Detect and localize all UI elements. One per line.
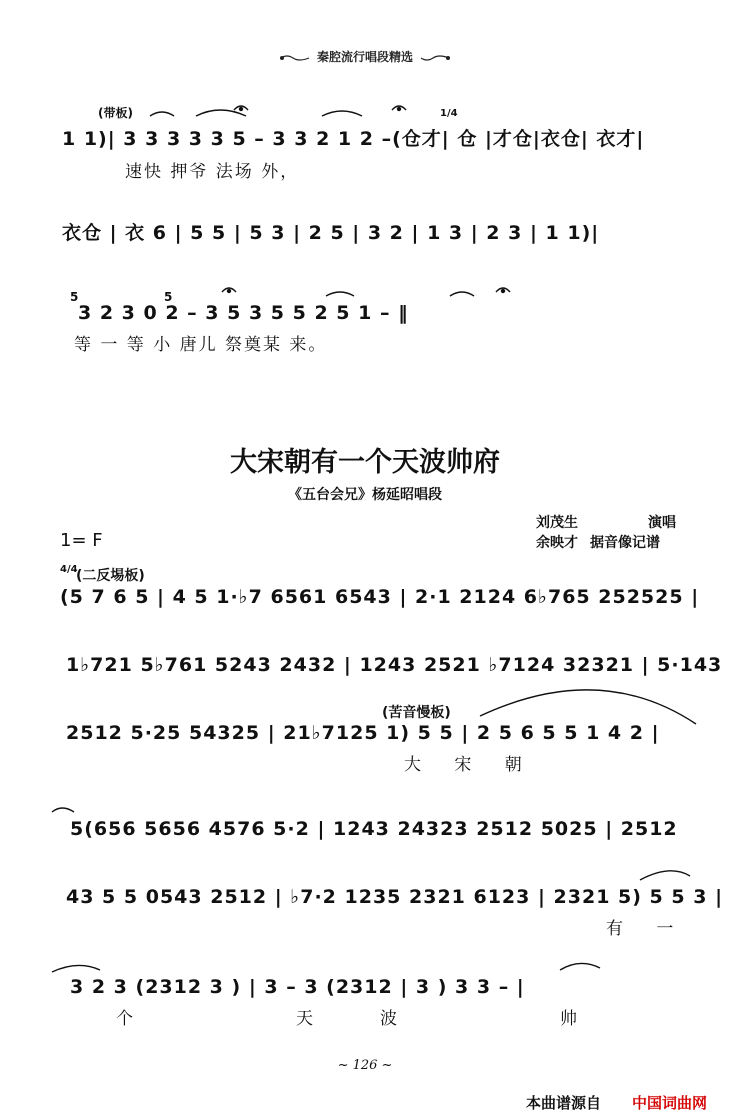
grace-note-2: 5 (164, 290, 173, 304)
notes-line-6: 2512 5·25 54325 | 21♭7125 1) 5 5 | 2 5 6 5 5 1 4 2 | (66, 722, 660, 744)
lyric-tian: 天 (296, 1009, 315, 1029)
song-subtitle: 《五台会兄》杨延昭唱段 (288, 487, 442, 503)
lyric-shuai: 帅 (560, 1009, 579, 1029)
notes-line-4: (5 7 6 5 | 4 5 1·♭7 6561 6543 | 2·1 2124 6♭765 252525 | (60, 586, 700, 608)
notes-line-5: 1♭721 5♭761 5243 2432 | 1243 2521 ♭7124 32321 | 5·143 (66, 654, 723, 676)
source-site-link[interactable]: 中国词曲网 (632, 1094, 708, 1112)
transcriber-name: 余映才 (536, 535, 578, 551)
lyrics-line-6: 大 宋 朝 (404, 755, 536, 775)
notes-line-9: 3 2 3 (2312 3 ) | 3 – 3 (2312 | 3 ) 3 3 – | (70, 976, 525, 998)
tempo-mark-kuyin: (苦音慢板) (382, 705, 451, 721)
notes-line-8: 43 5 5 0543 2512 | ♭7·2 1235 2321 6123 | 2321 5) 5 5 3 | (66, 886, 724, 908)
lyric-bo: 波 (380, 1009, 399, 1029)
source-label: 本曲谱源自 (526, 1094, 602, 1112)
notes-line-1: 1 1)| 3 3 3 3 3 5 – 3 3 2 1 2 –(仓才| 仓 |才仓|衣仓| 衣才| (62, 128, 645, 150)
key-signature: 1= F (60, 530, 103, 551)
lyrics-line-8: 有 一 (606, 919, 688, 939)
page-number: ~ 126 ~ (337, 1058, 393, 1073)
singer-name: 刘茂生 (536, 515, 578, 531)
lyric-ge: 个 (116, 1009, 135, 1029)
meter-change: 1/4 (440, 108, 458, 119)
grace-note-1: 5 (70, 290, 79, 304)
lyrics-line-3: 等 一 等 小 唐儿 祭奠某 来。 (74, 335, 328, 355)
song-title: 大宋朝有一个天波帅府 (230, 447, 500, 478)
header-title: 秦腔流行唱段精选 (316, 50, 413, 64)
lyrics-line-1: 速快 押爷 法场 外， (125, 162, 300, 182)
tempo-mark-erfan: (二反埸板) (76, 568, 145, 584)
notes-line-7: 5(656 5656 4576 5·2 | 1243 24323 2512 5025 | 2512 (70, 818, 678, 840)
meter-signature: 4/4 (60, 564, 78, 575)
transcriber-role: 据音像记谱 (590, 535, 660, 551)
notes-line-2: 衣仓 | 衣 6 | 5 5 | 5 3 | 2 5 | 3 2 | 1 3 | 2 3 | 1 1)| (62, 222, 600, 244)
notes-line-3: 3 2 3 0 2 – 3 5 3 5 5 2 5 1 – ‖ (78, 302, 409, 324)
singer-role: 演唱 (648, 515, 676, 531)
tempo-mark-daiban: (带板) (98, 106, 133, 120)
